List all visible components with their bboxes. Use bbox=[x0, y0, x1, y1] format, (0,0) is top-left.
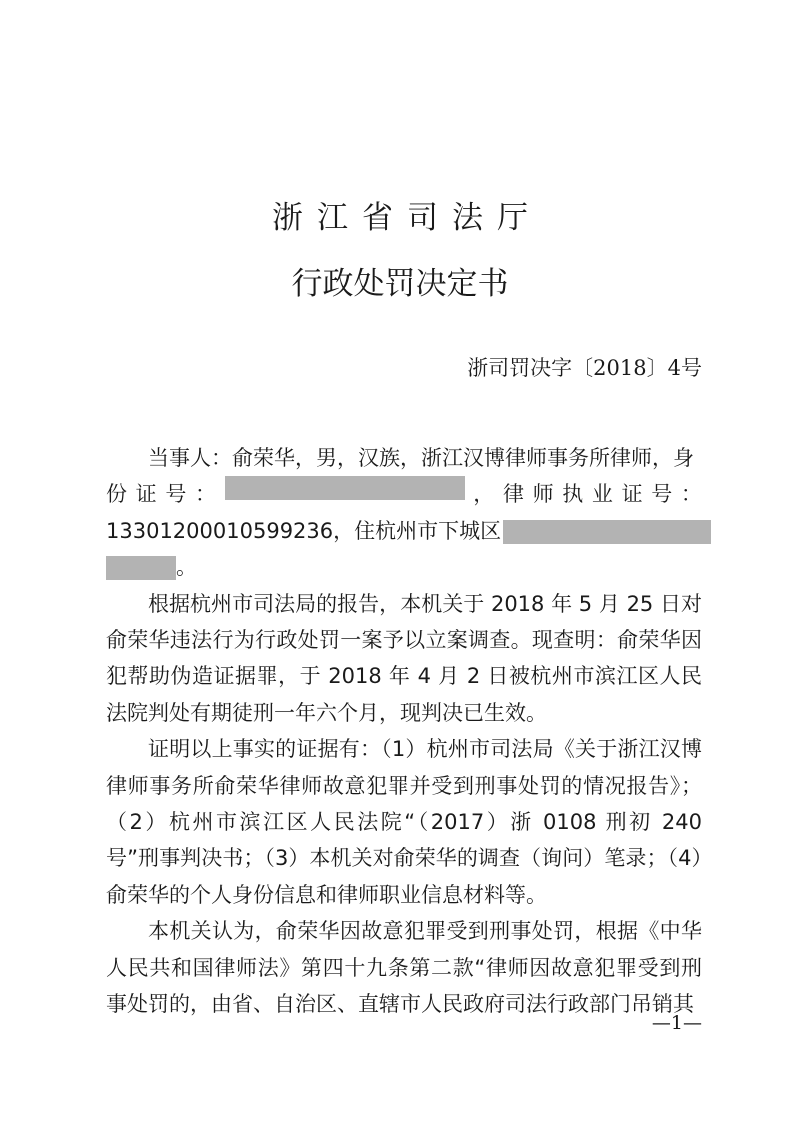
party-address-end-line bbox=[106, 549, 702, 585]
ruling-paragraph: 本机关认为，俞荣华因故意犯罪受到刑事处罚，根据《中华人民共和国律师法》第四十九条第二款“律师因故意犯罪受到刑事处罚的，由省、自治区、直辖市人民政府司法行政部门吊销其 bbox=[106, 919, 702, 1017]
document-body bbox=[106, 440, 702, 1023]
license-label-char: 执 bbox=[562, 482, 584, 507]
license-label-char: 号 bbox=[651, 482, 673, 507]
party-license-address-line bbox=[106, 513, 702, 549]
license-label-char: 律 bbox=[502, 482, 524, 507]
evidence-paragraph: 证明以上事实的证据有：（1）杭州市司法局《关于浙江汉博律师事务所俞荣华律师故意犯罪并受到刑事处罚的情况报告》；（2）杭州市滨江区人民法院“（2017）浙 0108 刑初 240 号”刑事判决书；（3）本机关对俞荣华的调查（询问）笔录；（4）俞荣华的个人身份信息和律师职业信息材料等。 bbox=[106, 737, 702, 907]
document-number: 浙司罚决字〔2018〕4号 bbox=[467, 356, 702, 380]
facts-paragraph: 根据杭州市司法局的报告，本机关于 2018 年 5 月 25 日对俞荣华违法行为行政处罚一案予以立案调查。现查明：俞荣华因犯帮助伪造证据罪，于 2018 年 4 月 2 日被杭州市滨江区人民法院判处有期徒刑一年六个月，现判决已生效。 bbox=[106, 591, 702, 725]
license-label-char: ， bbox=[473, 482, 495, 507]
issuing-agency-title: 浙江省司法厅 bbox=[272, 200, 542, 236]
id-label-char: ： bbox=[194, 482, 216, 507]
party-paragraph-line1: 当事人：俞荣华，男，汉族，浙江汉博律师事务所律师，身 bbox=[148, 446, 694, 470]
redacted-id-number bbox=[225, 476, 465, 500]
id-label-char: 号 bbox=[165, 482, 187, 507]
page-number: —1— bbox=[651, 1012, 702, 1034]
license-label-char: 证 bbox=[621, 482, 643, 507]
id-label-char: 份 bbox=[106, 482, 127, 507]
id-label-char: 证 bbox=[135, 482, 157, 507]
redacted-address-continued bbox=[106, 556, 176, 580]
license-number: 13301200010599236 bbox=[106, 518, 334, 543]
address-end: 。 bbox=[176, 555, 197, 580]
document-type-title: 行政处罚决定书 bbox=[291, 266, 509, 302]
license-label-char: ： bbox=[680, 482, 702, 507]
party-id-line bbox=[106, 476, 702, 512]
address-prefix: ，住杭州市下城区 bbox=[333, 518, 502, 543]
redacted-address bbox=[503, 520, 711, 544]
license-label-char: 师 bbox=[532, 482, 554, 507]
license-label-char: 业 bbox=[591, 482, 613, 507]
